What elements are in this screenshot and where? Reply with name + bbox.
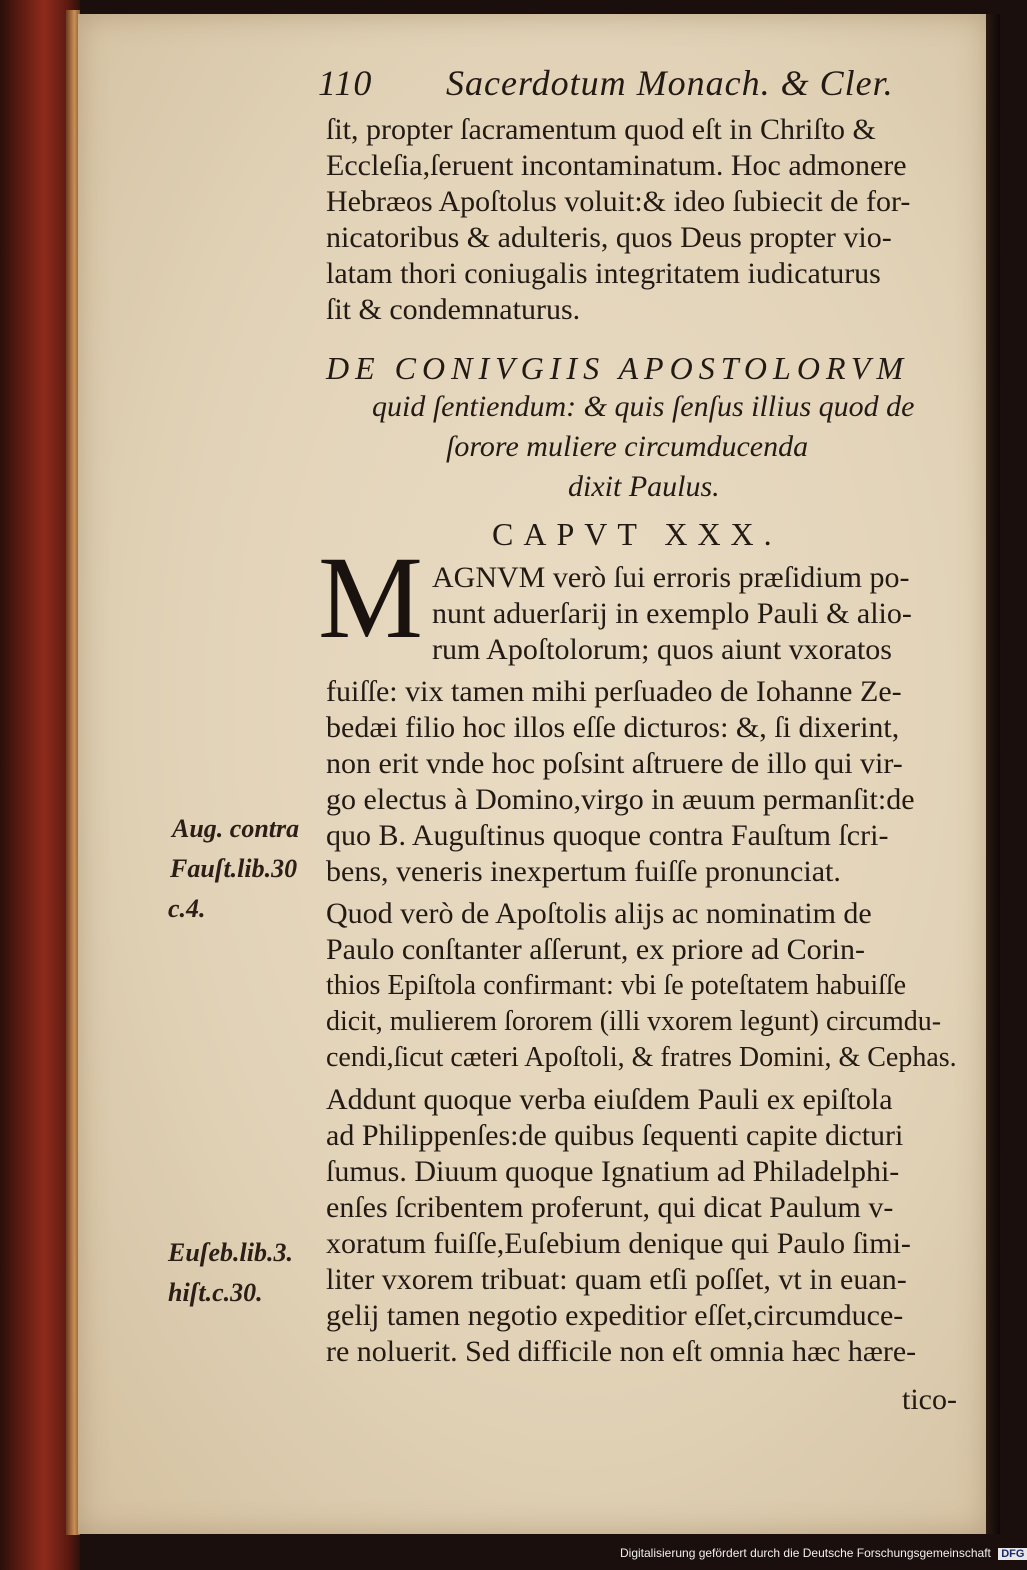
text-line: gelij tamen negotio expeditior eſſet,circumduce- [326, 1299, 904, 1332]
dfg-logo: DFG [998, 1548, 1027, 1560]
text-line: nunt aduerſarij in exemplo Pauli & alio- [432, 597, 912, 630]
catchword: tico- [902, 1383, 957, 1416]
drop-capital: M [318, 532, 423, 663]
margin-note-eusebius-1: Euſeb.lib.3. [168, 1238, 293, 1267]
text-line: Hebræos Apoſtolus voluit:& ideo ſubiecit de for- [326, 185, 911, 218]
text-line: latam thori coniugalis integritatem iudicaturus [326, 257, 881, 290]
text-line: cendi,ſicut cæteri Apoſtoli, & fratres Domini, & Cephas. [326, 1042, 957, 1073]
text-line: ſit, propter ſacramentum quod eſt in Chriſto & [326, 113, 876, 146]
chapter-heading-line-3: ſorore muliere circumducenda [446, 430, 809, 463]
text-line: quo B. Auguſtinus quoque contra Fauſtum ſcri- [326, 819, 889, 852]
text-line: bedæi filio hoc illos eſſe dicturos: &, ſi dixerint, [326, 711, 900, 744]
running-header [318, 62, 968, 110]
body-text [326, 560, 986, 1420]
text-line: ſit & condemnaturus. [326, 293, 581, 326]
text-line: bens, veneris inexpertum fuiſſe pronunciat. [326, 855, 841, 888]
text-line: dicit, mulierem ſororem (illi vxorem legunt) circumdu- [326, 1006, 942, 1037]
text-line: ad Philippenſes:de quibus ſequenti capite dicturi [326, 1119, 904, 1152]
chapter-heading-line-1: DE CONIVGIIS APOSTOLORVM [326, 350, 910, 386]
text-line: non erit vnde hoc poſsint aſtruere de illo qui vir- [326, 747, 903, 780]
chapter-number: CAPVT XXX. [492, 516, 782, 552]
text-line: xoratum fuiſſe,Euſebium denique qui Paulo ſimi- [326, 1227, 911, 1260]
text-line: rum Apoſtolorum; quos aiunt vxoratos [432, 633, 892, 666]
chapter-heading-line-4: dixit Paulus. [568, 470, 720, 503]
text-line: liter vxorem tribuat: quam etſi poſſet, vt in euan- [326, 1263, 907, 1296]
margin-note-augustine-2: Fauſt.lib.30 [170, 854, 298, 883]
text-line: Paulo conſtanter aſſerunt, ex priore ad Corin- [326, 933, 865, 966]
text-line: go electus à Domino,virgo in æuum permanſit:de [326, 783, 915, 816]
margin-note-augustine-3: c.4. [168, 894, 206, 923]
text-line: re noluerit. Sed difficile non eſt omnia hæc hære- [326, 1335, 917, 1368]
text-line: thios Epiſtola confirmant: vbi ſe poteſtatem habuiſſe [326, 970, 907, 1001]
footer-credit: Digitalisierung gefördert durch die Deutsche Forschungsgemeinschaft [620, 1546, 991, 1560]
text-line: ſumus. Diuum quoque Ignatium ad Philadelphi- [326, 1155, 900, 1188]
text-line: Quod verò de Apoſtolis alijs ac nominatim de [326, 897, 872, 930]
text-line: AGNVM verò ſui erroris præſidium po- [432, 561, 910, 594]
text-line: nicatoribus & adulteris, quos Deus propter vio- [326, 221, 892, 254]
text-line: enſes ſcribentem proferunt, qui dicat Paulum v- [326, 1191, 894, 1224]
text-line: Addunt quoque verba eiuſdem Pauli ex epiſtola [326, 1083, 893, 1116]
margin-note-augustine-1: Aug. contra [172, 814, 300, 843]
running-title: Sacerdotum Monach. & Cler. [446, 63, 894, 103]
margin-note-eusebius-2: hiſt.c.30. [168, 1278, 263, 1307]
chapter-heading-line-2: quid ſentiendum: & quis ſenſus illius quod de [372, 390, 915, 423]
digitization-footer [620, 1546, 1025, 1566]
page-number: 110 [318, 63, 373, 103]
text-line: Eccleſia,ſeruent incontaminatum. Hoc admonere [326, 149, 907, 182]
text-line: fuiſſe: vix tamen mihi perſuadeo de Iohanne Ze- [326, 675, 902, 708]
top-paragraph [326, 112, 986, 332]
page-edge-shadow [986, 14, 1000, 1534]
